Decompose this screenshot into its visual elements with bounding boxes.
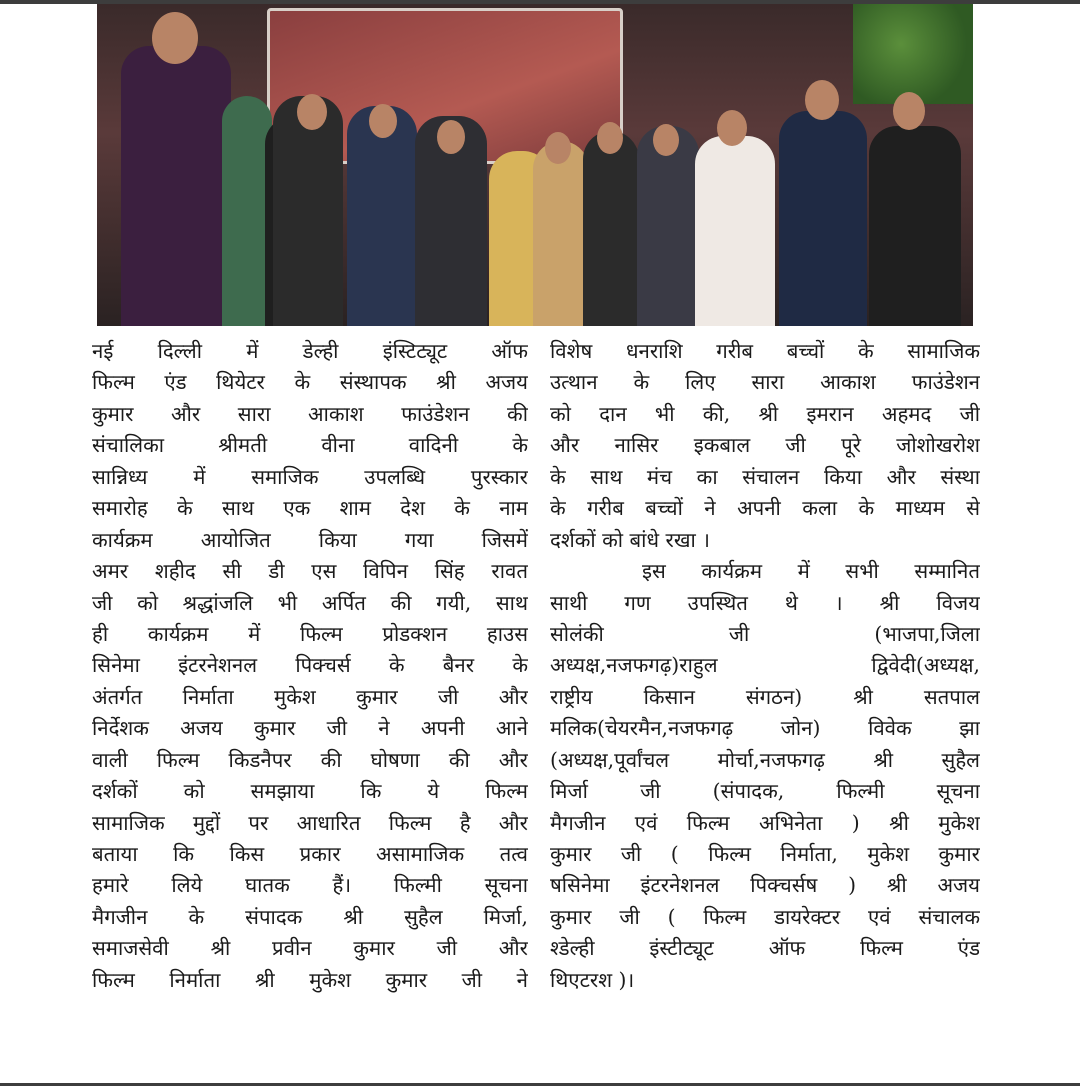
person-head [597,122,623,154]
person-figure [637,126,699,326]
article-line: सिनेमा इंटरनेशनल पिक्चर्स के बैनर के [92,653,528,678]
person-figure [533,141,589,326]
article-line: अमर शहीद सी डी एस विपिन सिंह रावत [92,559,528,584]
article-line: मैगजीन के संपादक श्री सुहैल मिर्जा, [92,904,528,929]
article-line: कार्यक्रम आयोजित किया गया जिसमें [92,527,528,552]
article-paragraph-start: इस कार्यक्रम में सभी सम्मानित [642,559,980,584]
person-figure [273,96,343,326]
article-line: के साथ मंच का संचालन किया और संस्था [550,464,980,489]
article-line: के गरीब बच्चों ने अपनी कला के माध्यम से [550,496,980,521]
article-line: सान्निध्य में समाजिक उपलब्धि पुरस्कार [92,464,528,489]
article-line: मिर्जा जी (संपादक, फिल्मी सूचना [550,779,980,804]
article-line: वाली फिल्म किडनैपर की घोषणा की और [92,747,528,772]
person-head [297,94,327,130]
article-line: नई दिल्ली में डेल्ही इंस्टिट्यूट ऑफ [92,339,528,363]
article-line: अंतर्गत निर्माता मुकेश कुमार जी और [92,684,528,709]
person-figure [869,126,961,326]
article-line: अध्यक्ष,नजफगढ़)राहुल द्विवेदी(अध्यक्ष, [550,653,980,678]
article-line: मैगजीन एवं फिल्म अभिनेता ) श्री मुकेश [550,810,980,835]
person-figure [779,111,867,326]
person-figure [121,46,231,326]
person-head [653,124,679,156]
article-line: समारोह के साथ एक शाम देश के नाम [92,496,528,521]
article-line: बताया कि किस प्रकार असामाजिक तत्व [92,842,528,866]
article-body [80,336,1080,1081]
article-line: संचालिका श्रीमती वीना वादिनी के [92,433,528,458]
article-line: उत्थान के लिए सारा आकाश फाउंडेशन [550,370,980,395]
article-line: फिल्म निर्माता श्री मुकेश कुमार जी ने [92,967,528,992]
person-head [717,110,747,146]
article-line: जी को श्रद्धांजलि भी अर्पित की गयी, साथ [92,590,528,615]
article-line: मलिक(चेयरमैन,नजफगढ़ जोन) विवेक झा [550,716,980,741]
article-line: षसिनेमा इंटरनेशनल पिक्चर्सष ) श्री अजय [550,873,980,898]
article-line: दर्शकों को समझाया कि ये फिल्म [92,779,528,804]
article-column-left [92,336,528,996]
article-line: को दान भी की, श्री इमरान अहमद जी [550,401,980,426]
person-figure [583,131,639,326]
article-column-right [550,336,980,996]
person-figure [695,136,775,326]
person-head [893,92,925,130]
person-head [437,120,465,154]
article-line: सोलंकी जी (भाजपा,जिला [550,621,980,646]
article-line: थिएटरश )। [550,967,635,992]
article-line: श्डेल्ही इंस्टीट्यूट ऑफ फिल्म एंड [550,936,980,961]
article-line: फिल्म एंड थियेटर के संस्थापक श्री अजय [92,370,528,395]
article-line: निर्देशक अजय कुमार जी ने अपनी आने [92,716,528,741]
article-line: कुमार जी ( फिल्म निर्माता, मुकेश कुमार [550,842,980,866]
article-line: विशेष धनराशि गरीब बच्चों के सामाजिक [550,339,980,363]
article-line: समाजसेवी श्री प्रवीन कुमार जी और [92,936,528,961]
event-photo [97,4,973,326]
article-line: सामाजिक मुद्दों पर आधारित फिल्म है और [92,810,528,835]
person-head [369,104,397,138]
article-line: दर्शकों को बांधे रखा । [550,527,710,552]
person-head [805,80,839,120]
article-line: हमारे लिये घातक हैं। फिल्मी सूचना [92,873,528,898]
article-line: (अध्यक्ष,पूर्वांचल मोर्चा,नजफगढ़ श्री सुहैल [550,747,980,772]
article-line: कुमार जी ( फिल्म डायरेक्टर एवं संचालक [550,904,980,929]
article-line: और नासिर इकबाल जी पूरे जोशोखरोश [550,433,980,458]
article-line: राष्ट्रीय किसान संगठन) श्री सतपाल [550,684,980,709]
article-line: साथी गण उपस्थित थे । श्री विजय [550,590,980,615]
person-head [152,12,198,64]
stage-greenery [853,4,973,104]
person-head [545,132,571,164]
person-figure [347,106,417,326]
article-line: कुमार और सारा आकाश फाउंडेशन की [92,401,528,426]
article-line: ही कार्यक्रम में फिल्म प्रोडक्शन हाउस [92,621,528,646]
